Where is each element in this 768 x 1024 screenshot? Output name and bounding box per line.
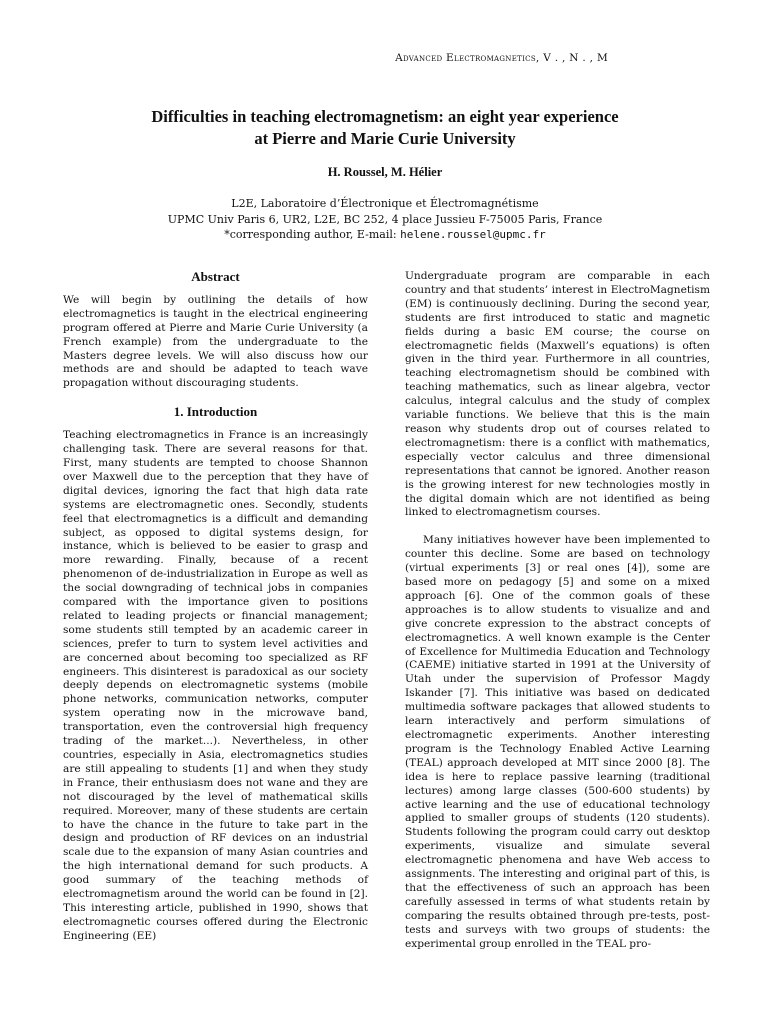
intro-paragraph-1: Teaching electromagnetics in France is an increasingly challenging task. There are several reasons for that. First, many students are tempted to choose Shannon over Maxwell due to the perception that they have of digital devices, ignoring the fact that high data rate systems are electromagnetic ones. Secondly, students feel that electromagnetics is a difficult and demanding subject, as opposed to digital systems design, for instance, which is believed to be easier to grasp and more rewarding. Finally, because of a recent phenomenon of de-industrialization in Europe as well as the social downgrading of technical jobs in companies compared with the importance given to positions related to leading projects or financial management; some students still tempted by an academic career in sciences, prefer to turn to system level activities and are concerned about becoming too specialized as RF engineers. This disinterest is paradoxical as our society deeply depends on electromagnetic systems (mobile phone networks, communication networks, computer system operating now in the microwave band, transportation, even the controversial high frequency trading of the market...). Nevertheless, in other countries, especially in Asia, electromagnetics studies are still appealing to students [1] and when they study in France, their enthusiasm does not wane and they are not discouraged by the level of mathematical skills required. Moreover, many of these students are certain to have the chance in the future to take part in the design and production of RF devices on an industrial scale due to the expansion of many Asian countries and the high international demand for such products. A good summary of the teaching methods of electromagnetism around the world can be found in [2]. This interesting article, published in 1990, shows that electromagnetic courses offered during the Electronic Engineering (EE) (63, 429, 368, 942)
intro-paragraph-2: Many initiatives however have been implemented to counter this decline. Some are based on technology (virtual experiments [3] or real ones [4]), some are based more on pedagogy [5] and some on a mixed approach [6]. One of the common goals of these approaches is to allow students to visualize and and give concrete expression to the abstract concepts of electromagnetics. A well known example is the Center of Excellence for Multimedia Education and Technology (CAEME) initiative started in 1991 at the University of Utah under the supervision of Professor Magdy Iskander [7]. This initiative was based on dedicated multimedia software packages that allowed students to learn interactively and perform simulations of electromagnetic experiments. Another interesting program is the Technology Enabled Active Learning (TEAL) approach developed at MIT since 2000 [8]. The idea is here to replace passive learning (traditional lectures) among large classes (500-600 students) by active learning and the use of educational technology applied to smaller groups of students (120 students). Students following the program could carry out desktop experiments, visualize and simulate several electromagnetic phenomena and have Web access to assignments. The interesting and original part of this, is that the effectiveness of such an approach has been carefully assessed in terms of what students retain by comparing the results obtained through pre-tests, post-tests and surveys with two groups of students: the experimental group enrolled in the TEAL pro- (405, 534, 710, 950)
right-column (405, 270, 710, 952)
affiliation-line-1: L2E, Laboratoire d’Électronique et Électromagnétisme (231, 197, 539, 210)
email-address: helene.roussel@upmc.fr (400, 228, 546, 241)
intro-paragraph-1-continued: Undergraduate program are comparable in each country and that students’ interest in ElectroMagnetism (EM) is continuously declining. During the second year, students are first introduced to static and magnetic fields during a basic EM course; the course on electromagnetic fields (Maxwell’s equations) is often given in the third year. Furthermore in all countries, teaching electromagnetism should be combined with teaching mathematics, such as linear algebra, vector calculus, integral calculus and the study of complex variable functions. We believe that this is the main reason why students drop out of courses related to electromagnetism: there is a conflict with mathematics, especially vector calculus and three dimensional representations that cannot be ignored. Another reason is the growing interest for new technologies mostly in the digital domain which are not identified as being linked to electromagnetism courses. (405, 270, 710, 519)
title-line-1: Difficulties in teaching electromagnetism: an eight year experience (151, 107, 619, 126)
paper-title (60, 106, 710, 150)
affiliation (60, 196, 710, 243)
left-column (63, 270, 368, 944)
corresponding-label: *corresponding author, E-mail: (224, 228, 401, 241)
title-line-2: at Pierre and Marie Curie University (254, 129, 516, 148)
running-head: Advanced Electromagnetics, V . , N . , M (395, 52, 608, 64)
authors: H. Roussel, M. Hélier (327, 165, 443, 179)
affiliation-line-3 (60, 227, 710, 243)
abstract-heading: Abstract (191, 269, 240, 284)
introduction-heading: 1. Introduction (173, 404, 258, 420)
affiliation-line-2: UPMC Univ Paris 6, UR2, L2E, BC 252, 4 place Jussieu F-75005 Paris, France (167, 212, 603, 226)
abstract-text: We will begin by outlining the details of how electromagnetics is taught in the electrical engineering program offered at Pierre and Marie Curie University (a French example) from the undergraduate to the Masters degree levels. We will also discuss how our methods are and should be adapted to teach wave propagation without discouraging students. (63, 293, 368, 390)
